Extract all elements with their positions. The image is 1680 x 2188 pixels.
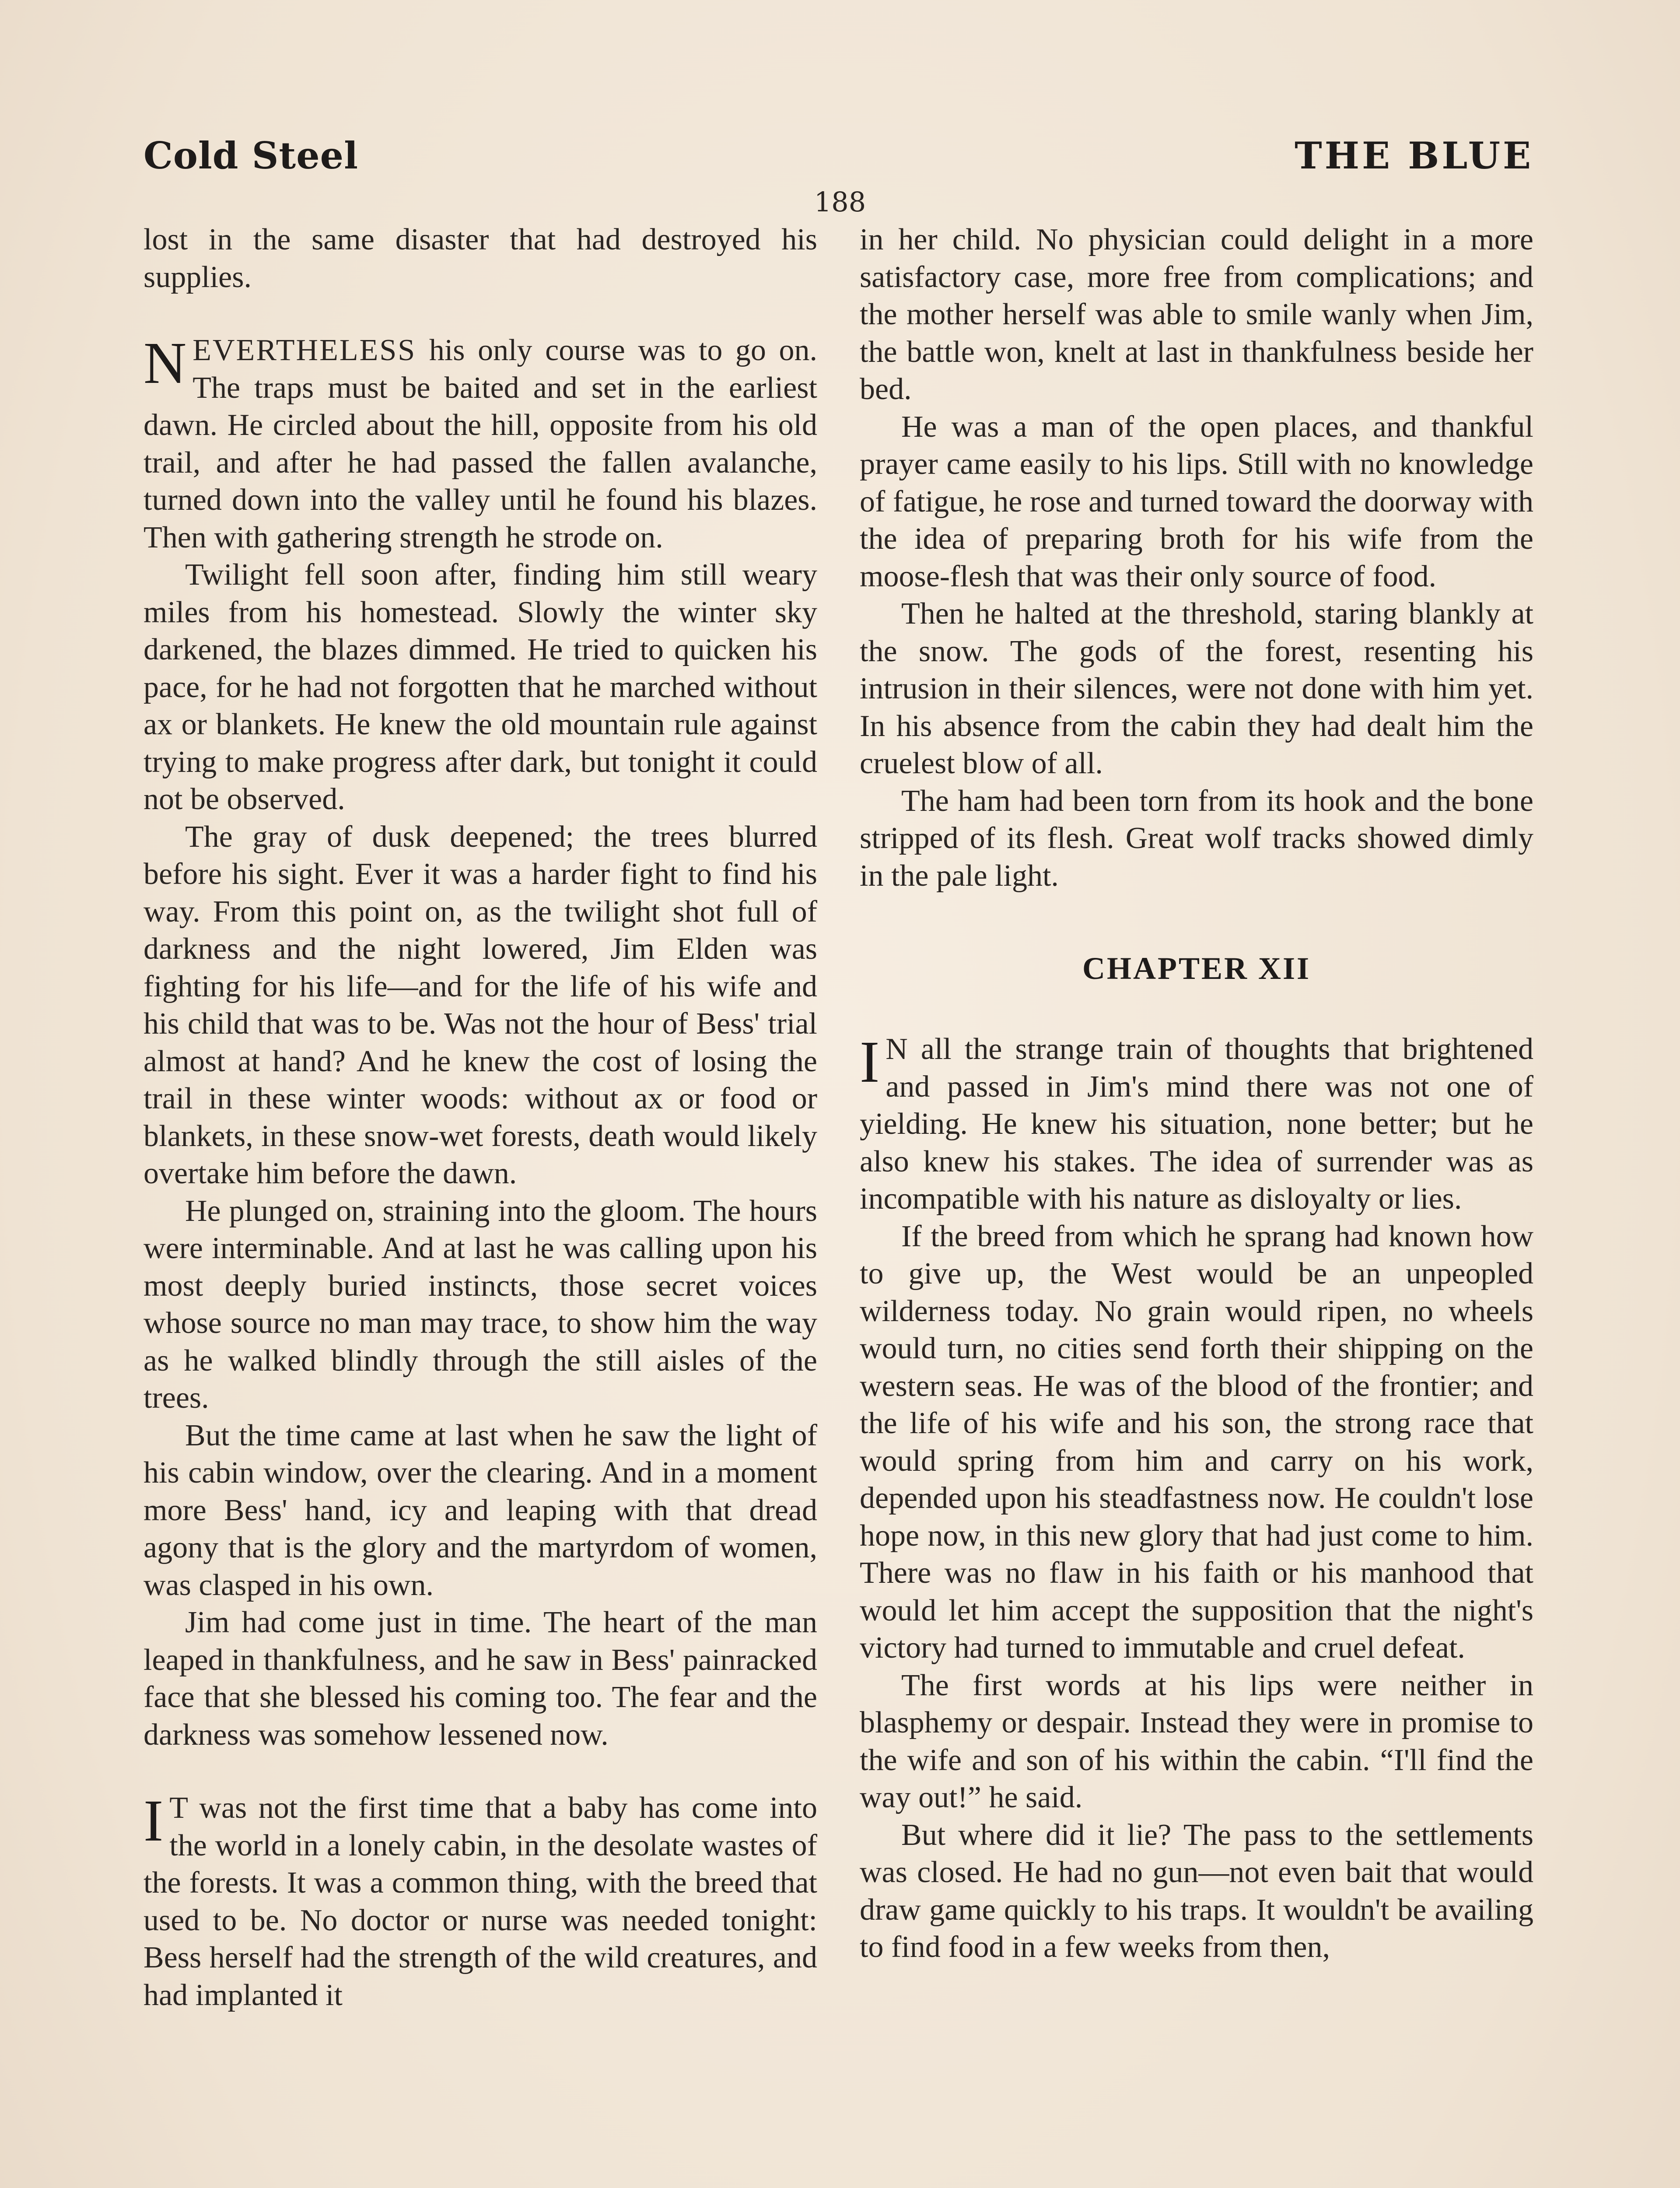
paragraph-dropcap xyxy=(860,1031,1533,1218)
paragraph: Jim had come just in time. The heart of the man leaped in thankfulness, and he saw in Bess' painracked face that she blessed his coming too. The fear and the darkness was somehow lessened now. xyxy=(144,1606,817,1752)
paragraph: He was a man of the open places, and thankful prayer came easily to his lips. Still with no knowledge of fatigue, he rose and turned toward the doorway with the idea of preparing broth for his wife from the moose-flesh that was their only source of food. xyxy=(860,410,1533,593)
drop-cap: I xyxy=(860,1029,880,1095)
paragraph: The first words at his lips were neither in blasphemy or despair. Instead they were in promise to the wife and son of his within the cabin. “I'll find the way out!” he said. xyxy=(860,1668,1533,1814)
paragraph-dropcap xyxy=(144,1789,817,2014)
drop-cap: I xyxy=(144,1788,164,1854)
running-header xyxy=(144,131,1533,179)
chapter-heading: CHAPTER XII xyxy=(1082,951,1311,986)
paragraph: But where did it lie? The pass to the settlements was closed. He had no gun—not even bait that would draw game quickly to his traps. It wouldn't be availing to find food in a few weeks from then, xyxy=(860,1818,1533,1964)
text-columns xyxy=(144,221,1533,2188)
paragraph-text: N all the strange train of thoughts that brightened and passed in Jim's mind there was not one of yielding. He knew his situation, none better; but he also knew his stakes. The idea of surrender was as incompatible with his nature as disloyalty or lies. xyxy=(860,1032,1533,1216)
lead-word: EVERTHELESS xyxy=(192,333,416,367)
magazine-title: THE BLUE xyxy=(1295,133,1533,177)
paragraph: But the time came at last when he saw the light of his cabin window, over the clearing. And in a moment more Bess' hand, icy and leaping with that dread agony that is the glory and the martyrdom of women, was clasped in his own. xyxy=(144,1418,817,1602)
paragraph: Then he halted at the threshold, staring blankly at the snow. The gods of the forest, resenting his intrusion in their silences, were not done with him yet. In his absence from the cabin they had dealt him the cruelest blow of all. xyxy=(860,597,1533,780)
paragraph-dropcap xyxy=(144,332,817,556)
paragraph-text: his only course was to go on. The traps must be baited and set in the earliest dawn. He circled about the hill, opposite from his old trail, and after he had passed the fallen avalanche, turned down into the valley until he found his blazes. Then with gathering strength he strode on. xyxy=(144,333,817,554)
drop-cap: N xyxy=(144,330,187,396)
paragraph: lost in the same disaster that had destroyed his supplies. xyxy=(144,223,817,294)
paragraph: He plunged on, straining into the gloom. The hours were interminable. And at last he was calling upon his most deeply buried instincts, those secret voices whose source no man may trace, to show him the way as he walked blindly through the still aisles of the trees. xyxy=(144,1194,817,1415)
paragraph: If the breed from which he sprang had known how to give up, the West would be an unpeopled wilderness today. No grain would ripen, no wheels would turn, no cities send forth their shipping on the western seas. He was of the blood of the frontier; and the life of his wife and his son, the strong race that would spring from him and carry on his work, depended upon his steadfastness now. He couldn't lose hope now, in this new glory that had just come to him. There was no flaw in his faith or his manhood that would let him accept the supposition that the night's victory had turned to immutable and cruel defeat. xyxy=(860,1219,1533,1665)
left-column xyxy=(144,221,817,2188)
paragraph-text: T was not the first time that a baby has come into the world in a lonely cabin, in the desolate wastes of the forests. It was a common thing, with the breed that used to be. No doctor or nurse was needed tonight: Bess herself had the strength of the wild creatures, and had implanted it xyxy=(144,1791,817,2012)
page-number: 188 xyxy=(814,186,866,218)
right-column xyxy=(860,221,1533,2188)
story-title: Cold Steel xyxy=(144,133,359,177)
paragraph: in her child. No physician could delight in a more satisfactory case, more free from complications; and the mother herself was able to smile wanly when Jim, the battle won, knelt at last in thankfulness beside her bed. xyxy=(860,223,1533,406)
paragraph: The gray of dusk deepened; the trees blurred before his sight. Ever it was a harder fight to find his way. From this point on, as the twilight shot full of darkness and the night lowered, Jim Elden was fighting for his life—and for the life of his wife and his child that was to be. Was not the hour of Bess' trial almost at hand? And he knew the cost of losing the trail in these winter woods: without ax or food or blankets, in these snow-wet forests, death would likely overtake him before the dawn. xyxy=(144,820,817,1190)
paragraph: The ham had been torn from its hook and the bone stripped of its flesh. Great wolf tracks showed dimly in the pale light. xyxy=(860,784,1533,893)
paragraph: Twilight fell soon after, finding him still weary miles from his homestead. Slowly the winter sky darkened, the blazes dimmed. He tried to quicken his pace, for he had not forgotten that he marched without ax or blankets. He knew the old mountain rule against trying to make progress after dark, but tonight it could not be observed. xyxy=(144,558,817,816)
